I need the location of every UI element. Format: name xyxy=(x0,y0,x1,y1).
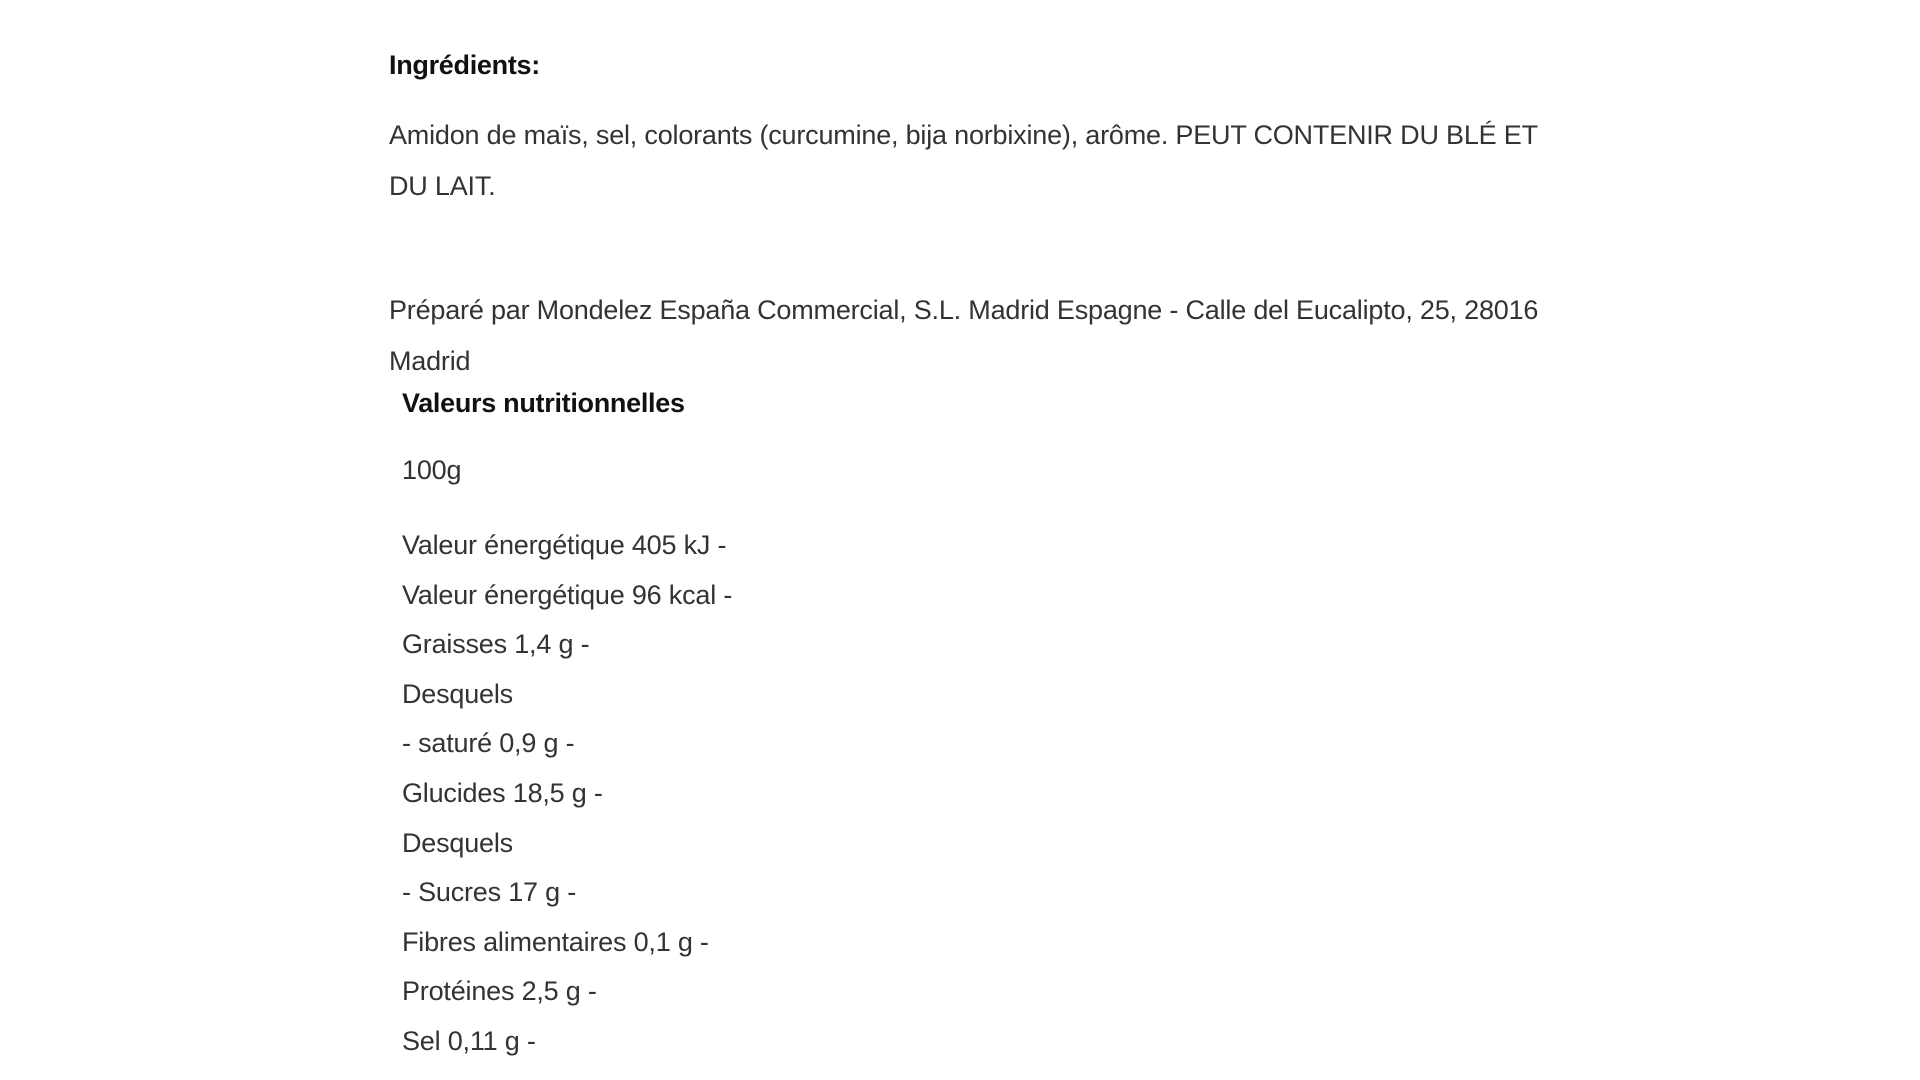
serving-size: 100g xyxy=(402,455,462,485)
nutrient-row: Valeur énergétique 96 kcal - xyxy=(402,579,733,610)
nutrient-list xyxy=(402,521,732,1067)
nutrient-row: Protéines 2,5 g - xyxy=(402,976,597,1007)
nutrient-row: Fibres alimentaires 0,1 g - xyxy=(402,926,709,957)
ingredients-text: Amidon de maïs, sel, colorants (curcumine, bija norbixine), arôme. PEUT CONTENIR DU BLÉ ET DU LAIT. xyxy=(389,120,1538,201)
nutrient-row: Valeur énergétique 405 kJ - xyxy=(402,530,727,560)
ingredients-heading: Ingrédients: xyxy=(389,50,540,80)
nutrient-row: - Sucres 17 g - xyxy=(402,877,577,908)
nutrient-row: Glucides 18,5 g - xyxy=(402,777,603,808)
nutrient-row: Desquels xyxy=(402,827,513,858)
nutrient-row: - saturé 0,9 g - xyxy=(402,728,575,759)
nutrition-title: Valeurs nutritionnelles xyxy=(402,388,685,418)
nutrient-row: Graisses 1,4 g - xyxy=(402,629,590,660)
nutrient-row: Desquels xyxy=(402,678,513,709)
manufacturer-text: Préparé par Mondelez España Commercial, S.L. Madrid Espagne - Calle del Eucalipto, 25, 28016 Madrid xyxy=(389,295,1539,376)
nutrient-row: Sel 0,11 g - xyxy=(402,1025,536,1056)
